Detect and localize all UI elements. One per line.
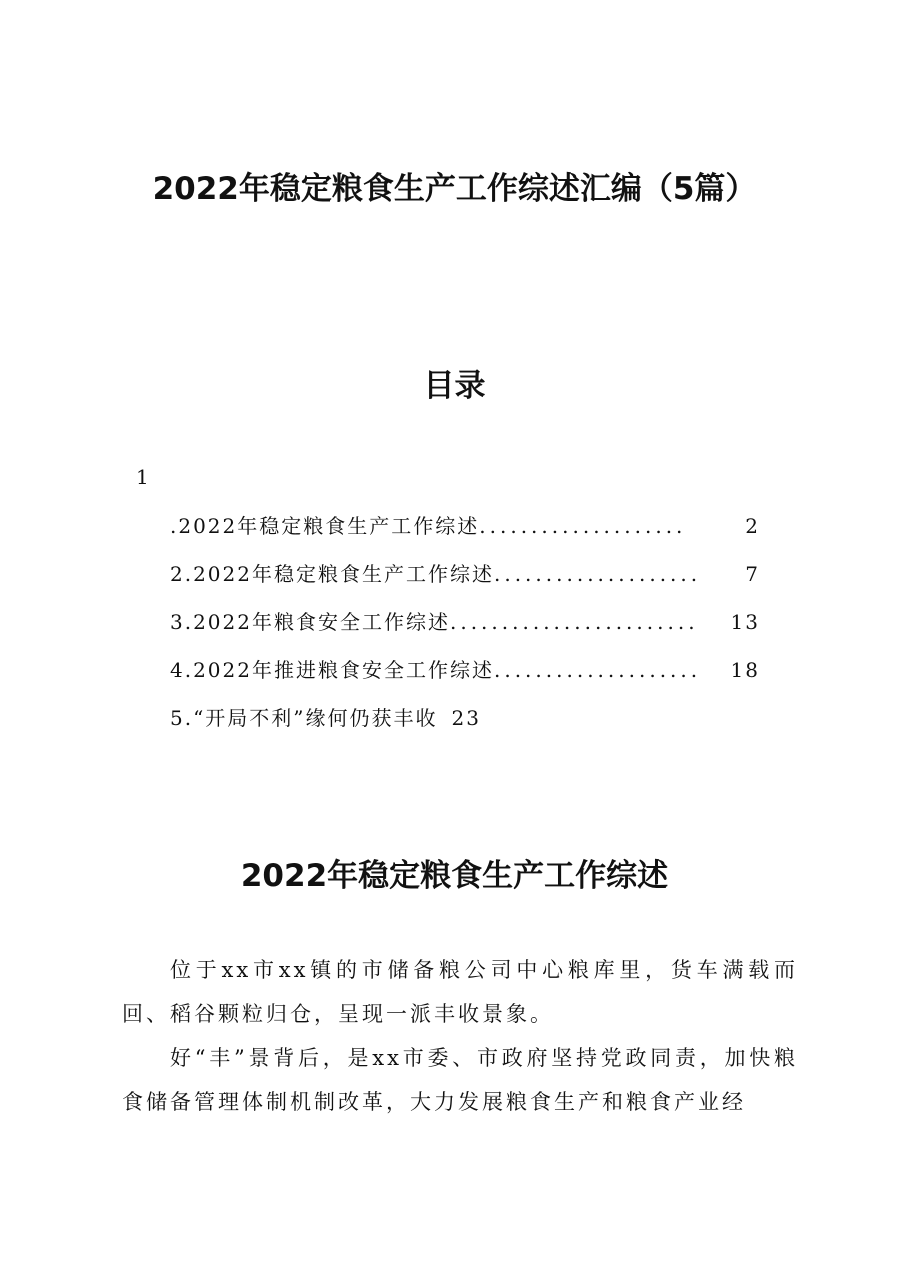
toc-entry-title: 3.2022年粮食安全工作综述 <box>170 610 450 634</box>
toc-entry[interactable] <box>170 556 760 604</box>
toc-heading: 目录 <box>423 368 486 404</box>
paragraph: 好“丰”景背后，是xx市委、市政府坚持党政同责，加快粮食储备管理体制机制改革，大力发展粮食生产和粮食产业经 <box>122 1046 798 1114</box>
toc-entry-title: 2.2022年稳定粮食生产工作综述 <box>170 562 494 586</box>
toc-entry-title: .2022年稳定粮食生产工作综述 <box>170 514 480 538</box>
toc-index-number: 1 <box>136 465 149 489</box>
toc-entry-page: 18 <box>730 658 760 682</box>
toc-leader-dots: .................... <box>493 658 702 682</box>
toc-entry-title: 4.2022年推进粮食安全工作综述 <box>170 658 494 682</box>
body-text <box>122 948 798 1124</box>
table-of-contents <box>170 508 760 748</box>
toc-entry-page: 13 <box>730 610 760 634</box>
toc-entry[interactable] <box>170 700 760 748</box>
toc-leader-dots: .................... <box>493 562 702 586</box>
document-title: 2022年稳定粮食生产工作综述汇编（5篇） <box>152 171 757 207</box>
toc-leader-dots: ........................ <box>449 610 699 634</box>
section-title: 2022年稳定粮食生产工作综述 <box>240 858 669 894</box>
paragraph: 位于xx市xx镇的市储备粮公司中心粮库里，货车满载而回、稻谷颗粒归仓，呈现一派丰收景象。 <box>122 958 798 1026</box>
toc-entry-page: 23 <box>451 706 481 730</box>
toc-entry[interactable] <box>170 652 760 700</box>
toc-leader-dots: .................... <box>479 514 687 538</box>
toc-entry-page: 7 <box>745 562 760 586</box>
toc-entry[interactable] <box>170 604 760 652</box>
toc-entry-title: 5.“开局不利”缘何仍获丰收 <box>170 706 438 730</box>
toc-entry[interactable] <box>170 508 760 556</box>
toc-entry-page: 2 <box>745 514 760 538</box>
